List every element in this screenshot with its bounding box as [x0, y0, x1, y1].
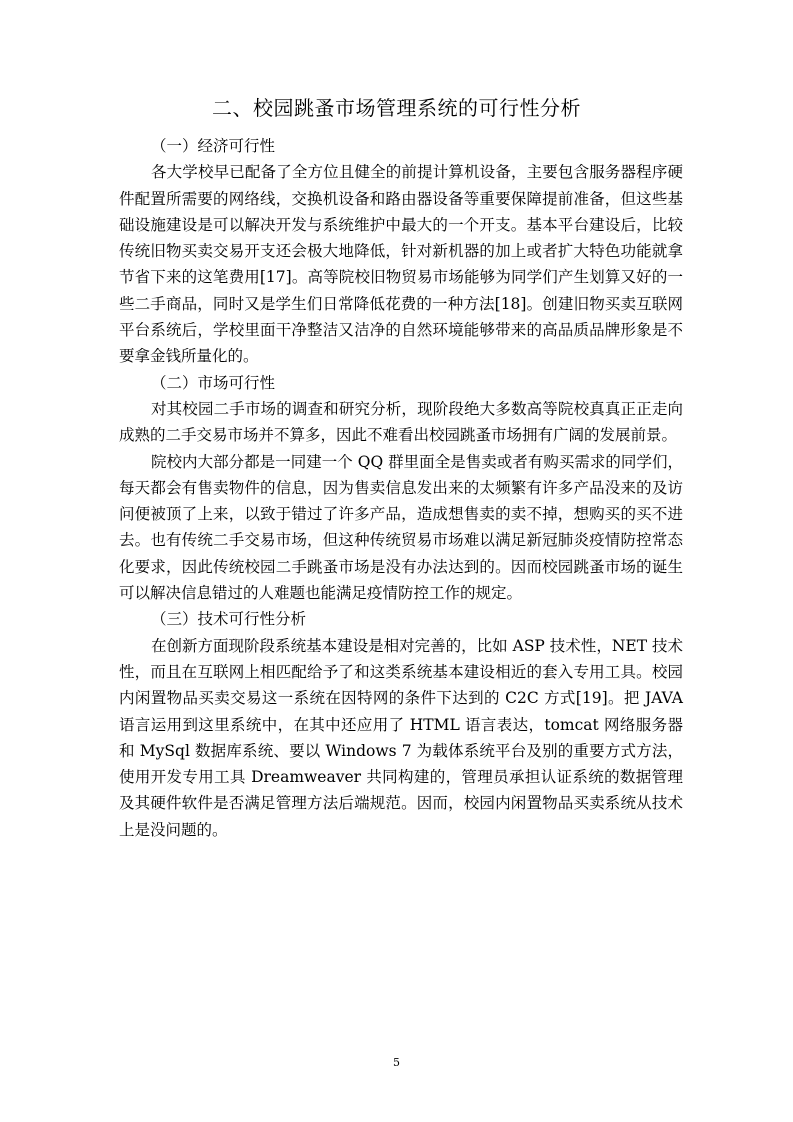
page-title: 二、校园跳蚤市场管理系统的可行性分析 [212, 96, 581, 120]
paragraph-economic-1: 各大学校早已配备了全方位且健全的前提计算机设备，主要包含服务器程序硬件配置所需要的网络线，交换机设备和路由器设备等重要保障提前准备，但这些基础设施建设是可以解决开发与系统维护中最大的一个开支。基本平台建设后，比较传统旧物买卖交易开支还会极大地降低，针对新机器的加上或者扩大特色功能就拿节省下来的这笔费用[17]。高等院校旧物贸易市场能够为同学们产生划算又好的一些二手商品，同时又是学生们日常降低花费的一种方法[18]。创建旧物买卖互联网平台系统后，学校里面干净整洁又洁净的自然环境能够带来的高品质品牌形象是不要拿金钱所量化的。 [119, 163, 683, 366]
section-heading-market: （二）市场可行性 [151, 373, 276, 392]
paragraph-market-1: 对其校园二手市场的调查和研究分析，现阶段绝大多数高等院校真真正正走向成熟的二手交易市场并不算多，因此不难看出校园跳蚤市场拥有广阔的发展前景。 [119, 399, 683, 445]
document-body [119, 133, 683, 843]
paragraph-market-2: 院校内大部分都是一同建一个 QQ 群里面全是售卖或者有购买需求的同学们，每天都会有售卖物件的信息，因为售卖信息发出来的太频繁有许多产品没来的及访问便被顶了上来，以致于错过了许多产品，造成想售卖的卖不掉，想购买的买不进去。也有传统二手交易市场，但这种传统贸易市场难以满足新冠肺炎疫情防控常态化要求，因此传统校园二手跳蚤市场是没有办法达到的。因而校园跳蚤市场的诞生可以解决信息错过的人难题也能满足疫情防控工作的规定。 [119, 452, 683, 603]
section-heading-economic: （一）经济可行性 [151, 137, 276, 155]
page-number: 5 [393, 1056, 400, 1069]
section-heading-technical: （三）技术可行性分析 [151, 610, 307, 629]
paragraph-technical-1: 在创新方面现阶段系统基本建设是相对完善的，比如 ASP 技术性，NET 技术性，而且在互联网上相匹配给予了和这类系统基本建设相近的套入专用工具。校园内闲置物品买卖交易这一系统在因特网的条件下达到的 C2C 方式[19]。把 JAVA 语言运用到这里系统中，在其中还应用了 HTML 语言表达，tomcat 网络服务器和 MySql 数据库系统、要以 Windows 7 为载体系统平台及别的重要方式方法，使用开发专用工具 Dreamweaver 共同构建的，管理员承担认证系统的数据管理及其硬件软件是否满足管理方法后端规范。因而，校园内闲置物品买卖系统从技术上是没问题的。 [119, 636, 683, 839]
